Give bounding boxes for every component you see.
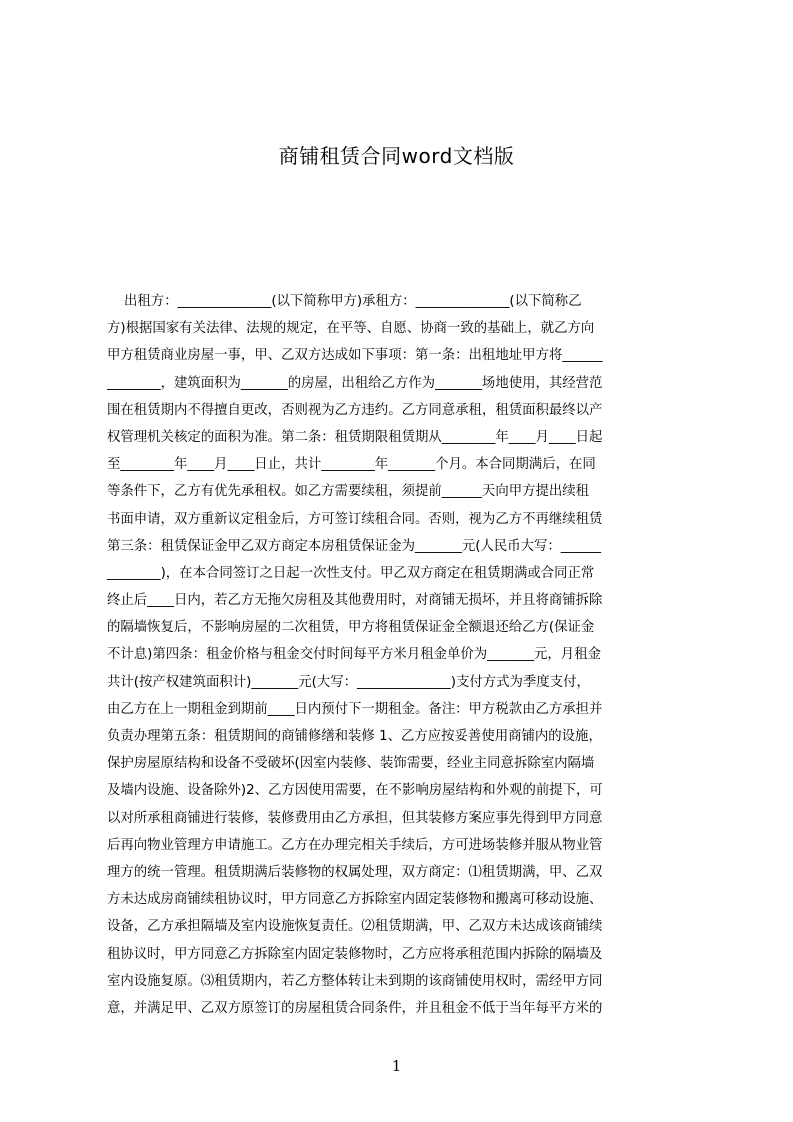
body-text-line: 以对所承租商铺进行装修，装修费用由乙方承担，但其装修方案应事先得到甲方同意 (107, 810, 603, 826)
body-text-line: 不计息)第四条：租金价格与租金交付时间每平方米月租金单价为_______元，月租金 (107, 647, 601, 663)
body-text-line: ________，建筑面积为_______的房屋，出租给乙方作为_______场地使用，其经营范 (107, 375, 603, 391)
body-text-line: 书面申请，双方重新议定租金后，方可签订续租合同。否则，视为乙方不再继续租赁 (107, 511, 603, 527)
document-body (107, 288, 697, 1022)
body-text-line: 保护房屋原结构和设备不受破坏(因室内装修、装饰需要，经业主同意拆除室内隔墙 (107, 756, 595, 772)
body-text-line: 后再向物业管理方申请施工。乙方在办理完相关手续后，方可进场装修并服从物业管 (107, 837, 603, 853)
body-text-line: ________)，在本合同签订之日起一次性支付。甲乙双方商定在租赁期满或合同正常 (107, 565, 595, 581)
body-text-line: 意，并满足甲、乙双方原签订的房屋租赁合同条件，并且租金不低于当年每平方米的 (107, 1000, 603, 1016)
body-text-line: 终止后____日内，若乙方无拖欠房租及其他费用时，对商铺无损坏，并且将商铺拆除 (107, 593, 603, 609)
body-text-line: 方)根据国家有关法律、法规的规定，在平等、自愿、协商一致的基础上，就乙方向 (107, 321, 595, 337)
body-text-line: 第三条：租赁保证金甲乙双方商定本房租赁保证金为_______元(人民币大写：______ (107, 538, 601, 554)
document-title: 商铺租赁合同word文档版 (278, 144, 515, 168)
body-text-line: 租协议时，甲方同意乙方拆除室内固定装修物时，乙方应将承租范围内拆除的隔墙及 (107, 946, 603, 962)
body-text-line: 出租方：______________(以下简称甲方)承租方：______________(以下简称乙 (107, 294, 582, 309)
body-text-line: 等条件下，乙方有优先承租权。如乙方需要续租，须提前______天向甲方提出续租 (107, 484, 590, 500)
body-text-line: 至________年____月____日止，共计________年_______个月。本合同期满后，在同 (107, 457, 596, 473)
body-text-line: 的隔墙恢复后，不影响房屋的二次租赁，甲方将租赁保证金全额退还给乙方(保证金 (107, 620, 595, 636)
page-number: 1 (391, 1057, 402, 1075)
body-text-line: 甲方租赁商业房屋一事，甲、乙双方达成如下事项：第一条：出租地址甲方将______ (107, 348, 603, 364)
body-text-line: 权管理机关核定的面积为准。第二条：租赁期限租赁期从________年____月____日起 (107, 429, 603, 445)
body-text-line: 及墙内设施、设备除外)2、乙方因使用需要，在不影响房屋结构和外观的前提下，可 (107, 783, 603, 799)
body-text-line: 由乙方在上一期租金到期前____日内预付下一期租金。备注：甲方税款由乙方承担并 (107, 701, 603, 717)
body-text-line: 理方的统一管理。租赁期满后装修物的权属处理，双方商定：⑴租赁期满，甲、乙双 (107, 864, 603, 880)
body-text-line: 方未达成房商铺续租协议时，甲方同意乙方拆除室内固定装修物和搬离可移动设施、 (107, 892, 603, 908)
body-text-line: 围在租赁期内不得擅自更改，否则视为乙方违约。乙方同意承租，租赁面积最终以产 (107, 402, 603, 418)
body-text-line: 设备，乙方承担隔墙及室内设施恢复责任。⑵租赁期满，甲、乙双方未达成该商铺续 (107, 919, 603, 935)
body-text-line: 共计(按产权建筑面积计)_______元(大写：______________)支付方式为季度支付， (107, 674, 590, 690)
body-text-line: 室内设施复原。⑶租赁期内，若乙方整体转让未到期的该商铺使用权时，需经甲方同 (107, 973, 603, 989)
body-text-line: 负责办理第五条：租赁期间的商铺修缮和装修 1、乙方应按妥善使用商铺内的设施， (107, 729, 602, 744)
